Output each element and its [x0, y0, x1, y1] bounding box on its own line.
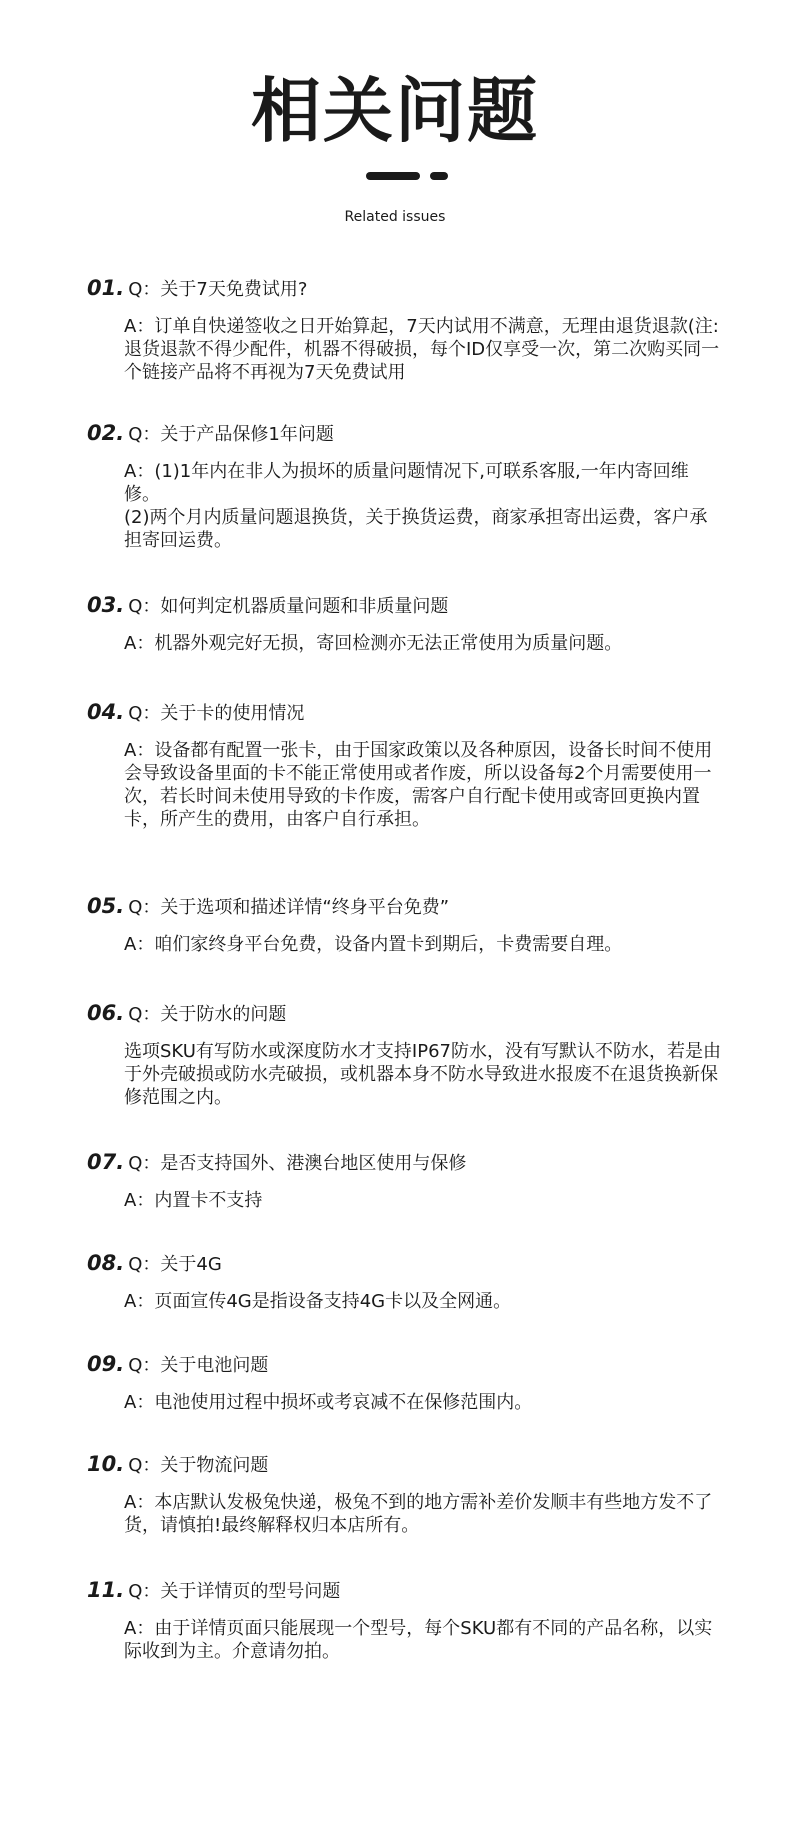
faq-item-01 — [87, 273, 727, 384]
faq-item-02 — [87, 418, 727, 552]
faq-question: Q：关于防水的问题 — [128, 1004, 287, 1025]
faq-answer: A：设备都有配置一张卡，由于国家政策以及各种原因，设备长时间不使用会导致设备里面的卡不能正常使用或者作废，所以设备每2个月需要使用一次，若长时间未使用导致的卡作废，需客户自行配卡使用或寄回更换内置卡，所产生的费用，由客户自行承担。 — [124, 740, 713, 830]
faq-answer-line: A：(1)1年内在非人为损坏的质量问题情况下,可联系客服,一年内寄回维修。 — [124, 461, 689, 505]
faq-question: Q：关于详情页的型号问题 — [128, 1581, 341, 1602]
faq-item-05 — [87, 891, 727, 956]
faq-answer — [124, 460, 724, 552]
faq-question: Q：如何判定机器质量问题和非质量问题 — [128, 596, 449, 617]
faq-number: 01. — [87, 276, 125, 300]
faq-answer: A：页面宣传4G是指设备支持4G卡以及全网通。 — [124, 1291, 512, 1312]
page-subtitle: Related issues — [344, 209, 446, 225]
faq-item-04 — [87, 697, 727, 831]
faq-answer: A：电池使用过程中损坏或考哀减不在保修范围内。 — [124, 1392, 533, 1413]
faq-answer: A：本店默认发极兔快递，极兔不到的地方需补差价发顺丰有些地方发不了货，请慎拍!最终解释权归本店所有。 — [124, 1492, 713, 1536]
faq-question: Q：关于4G — [128, 1254, 222, 1275]
faq-answer-line: (2)两个月内质量问题退换货，关于换货运费，商家承担寄出运费，客户承担寄回运费。 — [124, 507, 708, 551]
faq-answer: A：机器外观完好无损，寄回检测亦无法正常使用为质量问题。 — [124, 633, 623, 654]
faq-number: 10. — [87, 1452, 125, 1476]
faq-question: Q：关于产品保修1年问题 — [128, 424, 334, 445]
faq-question: Q：关于7天免费试用? — [128, 279, 308, 300]
faq-number: 05. — [87, 894, 125, 918]
page-title: 相关问题 — [251, 70, 539, 152]
faq-question: Q：关于物流问题 — [128, 1455, 269, 1476]
faq-question: Q：关于电池问题 — [128, 1355, 269, 1376]
faq-item-10 — [87, 1449, 727, 1537]
faq-answer: A：咱们家终身平台免费，设备内置卡到期后，卡费需要自理。 — [124, 934, 623, 955]
faq-answer: A：内置卡不支持 — [124, 1190, 263, 1211]
faq-item-11 — [87, 1575, 727, 1663]
faq-question: Q：关于选项和描述详情“终身平台免费” — [128, 897, 450, 918]
faq-number: 03. — [87, 593, 125, 617]
faq-number: 04. — [87, 700, 125, 724]
faq-number: 08. — [87, 1251, 125, 1275]
faq-item-09 — [87, 1349, 727, 1414]
faq-item-07 — [87, 1147, 727, 1212]
faq-answer: A：由于详情页面只能展现一个型号，每个SKU都有不同的产品名称，以实际收到为主。介意请勿拍。 — [124, 1618, 713, 1662]
faq-number: 09. — [87, 1352, 125, 1376]
faq-number: 07. — [87, 1150, 125, 1174]
faq-number: 02. — [87, 421, 125, 445]
faq-item-08 — [87, 1248, 727, 1313]
faq-question: Q：关于卡的使用情况 — [128, 703, 305, 724]
faq-item-03 — [87, 590, 727, 655]
faq-number: 11. — [87, 1578, 125, 1602]
underline-bar-long — [366, 172, 420, 180]
title-underline-decoration — [366, 172, 450, 180]
faq-question: Q：是否支持国外、港澳台地区使用与保修 — [128, 1153, 467, 1174]
faq-number: 06. — [87, 1001, 125, 1025]
faq-answer: 选项SKU有写防水或深度防水才支持IP67防水，没有写默认不防水，若是由于外壳破损或防水壳破损，或机器本身不防水导致进水报废不在退货换新保修范围之内。 — [124, 1041, 721, 1108]
underline-bar-short — [430, 172, 448, 180]
faq-answer: A：订单自快递签收之日开始算起，7天内试用不满意，无理由退货退款(注:退货退款不得少配件，机器不得破损，每个ID仅享受一次，第二次购买同一个链接产品将不再视为7天免费试用 — [124, 316, 720, 383]
faq-item-06 — [87, 998, 727, 1109]
